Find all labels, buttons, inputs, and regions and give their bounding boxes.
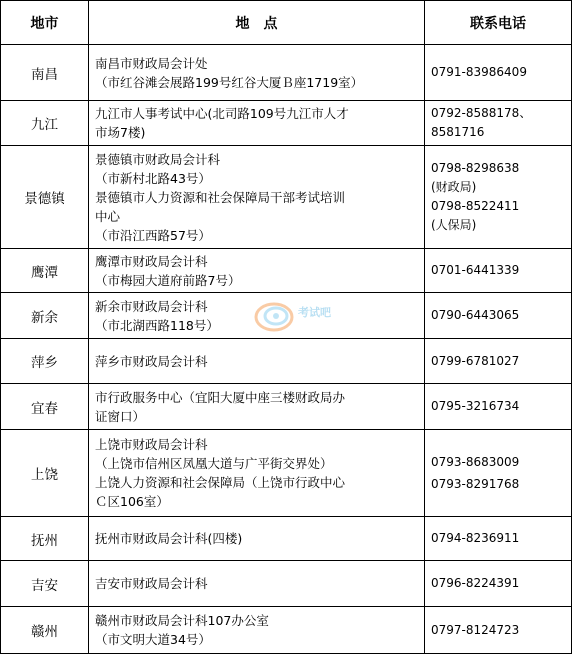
address-line: 上饶人力资源和社会保障局（上饶市行政中心 [95, 475, 346, 490]
city-cell: 上饶 [1, 430, 89, 517]
address-line: 上饶市财政局会计科 [95, 437, 208, 452]
address-line: （市红谷滩会展路199号红谷大厦Ｂ座1719室） [95, 74, 364, 90]
phone-line: 0798-8298638 [431, 161, 520, 175]
address-cell [89, 45, 425, 101]
phone-line: 0798-8522411 [431, 199, 520, 213]
phone-line: 0795-3216734 [431, 399, 520, 413]
address-line: 吉安市财政局会计科 [95, 576, 208, 591]
address-cell [89, 293, 425, 339]
table-row [1, 430, 572, 517]
address-line: 景德镇市人力资源和社会保障局干部考试培训 [95, 189, 346, 205]
phone-line: 0797-8124723 [431, 622, 520, 637]
phone-line: 0799-6781027 [431, 353, 520, 368]
phone-cell [425, 146, 572, 249]
table-row [1, 45, 572, 101]
table-row [1, 293, 572, 339]
address-cell [89, 430, 425, 517]
city-cell: 吉安 [1, 561, 89, 607]
table-row [1, 517, 572, 561]
phone-line: 0790-6443065 [431, 308, 520, 322]
phone-line: (人保局) [431, 218, 477, 232]
address-cell [89, 561, 425, 607]
table-row [1, 101, 572, 146]
phone-cell [425, 561, 572, 607]
address-cell [89, 607, 425, 654]
address-line: 市场7楼) [95, 125, 146, 140]
city-cell: 新余 [1, 293, 89, 339]
phone-line: 0793-8291768 [431, 476, 520, 491]
address-cell [89, 339, 425, 384]
phone-cell [425, 45, 572, 101]
address-line: （市新村北路43号） [95, 170, 211, 186]
city-cell: 萍乡 [1, 339, 89, 384]
address-line: （上饶市信州区凤凰大道与广平街交界处） [95, 456, 333, 471]
phone-line: 0793-8683009 [431, 454, 520, 469]
city-cell: 赣州 [1, 607, 89, 654]
table-row [1, 561, 572, 607]
phone-line: 0792-8588178、 [431, 106, 532, 120]
city-cell: 景德镇 [1, 146, 89, 249]
address-line: 鹰潭市财政局会计科 [95, 253, 208, 269]
table-row [1, 607, 572, 654]
address-line: 景德镇市财政局会计科 [95, 151, 221, 167]
phone-line: 0794-8236911 [431, 531, 520, 545]
address-line: 抚州市财政局会计科(四楼) [95, 531, 243, 546]
address-line: Ｃ区106室） [95, 494, 169, 509]
header-city: 地市 [1, 1, 89, 45]
address-line: （市沿江西路57号） [95, 227, 211, 243]
city-cell: 九江 [1, 101, 89, 146]
header-phone: 联系电话 [425, 1, 572, 45]
header-location: 地 点 [89, 1, 425, 45]
address-cell [89, 384, 425, 430]
phone-cell [425, 293, 572, 339]
address-line: 证窗口） [95, 408, 146, 424]
watermark-text: 考试吧 [298, 306, 331, 319]
city-cell: 宜春 [1, 384, 89, 430]
address-line: （市北湖西路118号） [95, 317, 219, 333]
table-body [1, 45, 572, 654]
address-line: 中心 [95, 208, 121, 224]
city-cell: 鹰潭 [1, 249, 89, 293]
table-row [1, 249, 572, 293]
city-cell: 抚州 [1, 517, 89, 561]
header-row [1, 1, 572, 45]
table-row [1, 146, 572, 249]
phone-cell [425, 607, 572, 654]
address-line: （市梅园大道府前路7号） [95, 272, 241, 288]
phone-cell [425, 249, 572, 293]
phone-cell [425, 517, 572, 561]
address-line: 赣州市财政局会计科107办公室 [95, 613, 269, 628]
city-cell: 南昌 [1, 45, 89, 101]
address-cell [89, 249, 425, 293]
address-line: （市文明大道34号） [95, 632, 211, 647]
address-line: 市行政服务中心（宜阳大厦中座三楼财政局办 [95, 389, 346, 405]
address-line: 新余市财政局会计科 [95, 298, 208, 314]
phone-cell [425, 384, 572, 430]
phone-line: 8581716 [431, 125, 485, 139]
phone-line: 0796-8224391 [431, 576, 520, 590]
phone-cell [425, 430, 572, 517]
phone-line: 0701-6441339 [431, 263, 520, 277]
address-cell [89, 517, 425, 561]
phone-line: 0791-83986409 [431, 65, 527, 79]
address-cell [89, 101, 425, 146]
address-line: 南昌市财政局会计处 [95, 55, 208, 71]
phone-cell [425, 339, 572, 384]
table-row [1, 339, 572, 384]
address-line: 九江市人事考试中心(北司路109号九江市人才 [95, 106, 349, 121]
table-row [1, 384, 572, 430]
address-line: 萍乡市财政局会计科 [95, 353, 208, 369]
phone-line: (财政局) [431, 180, 477, 194]
address-cell [89, 146, 425, 249]
phone-cell [425, 101, 572, 146]
